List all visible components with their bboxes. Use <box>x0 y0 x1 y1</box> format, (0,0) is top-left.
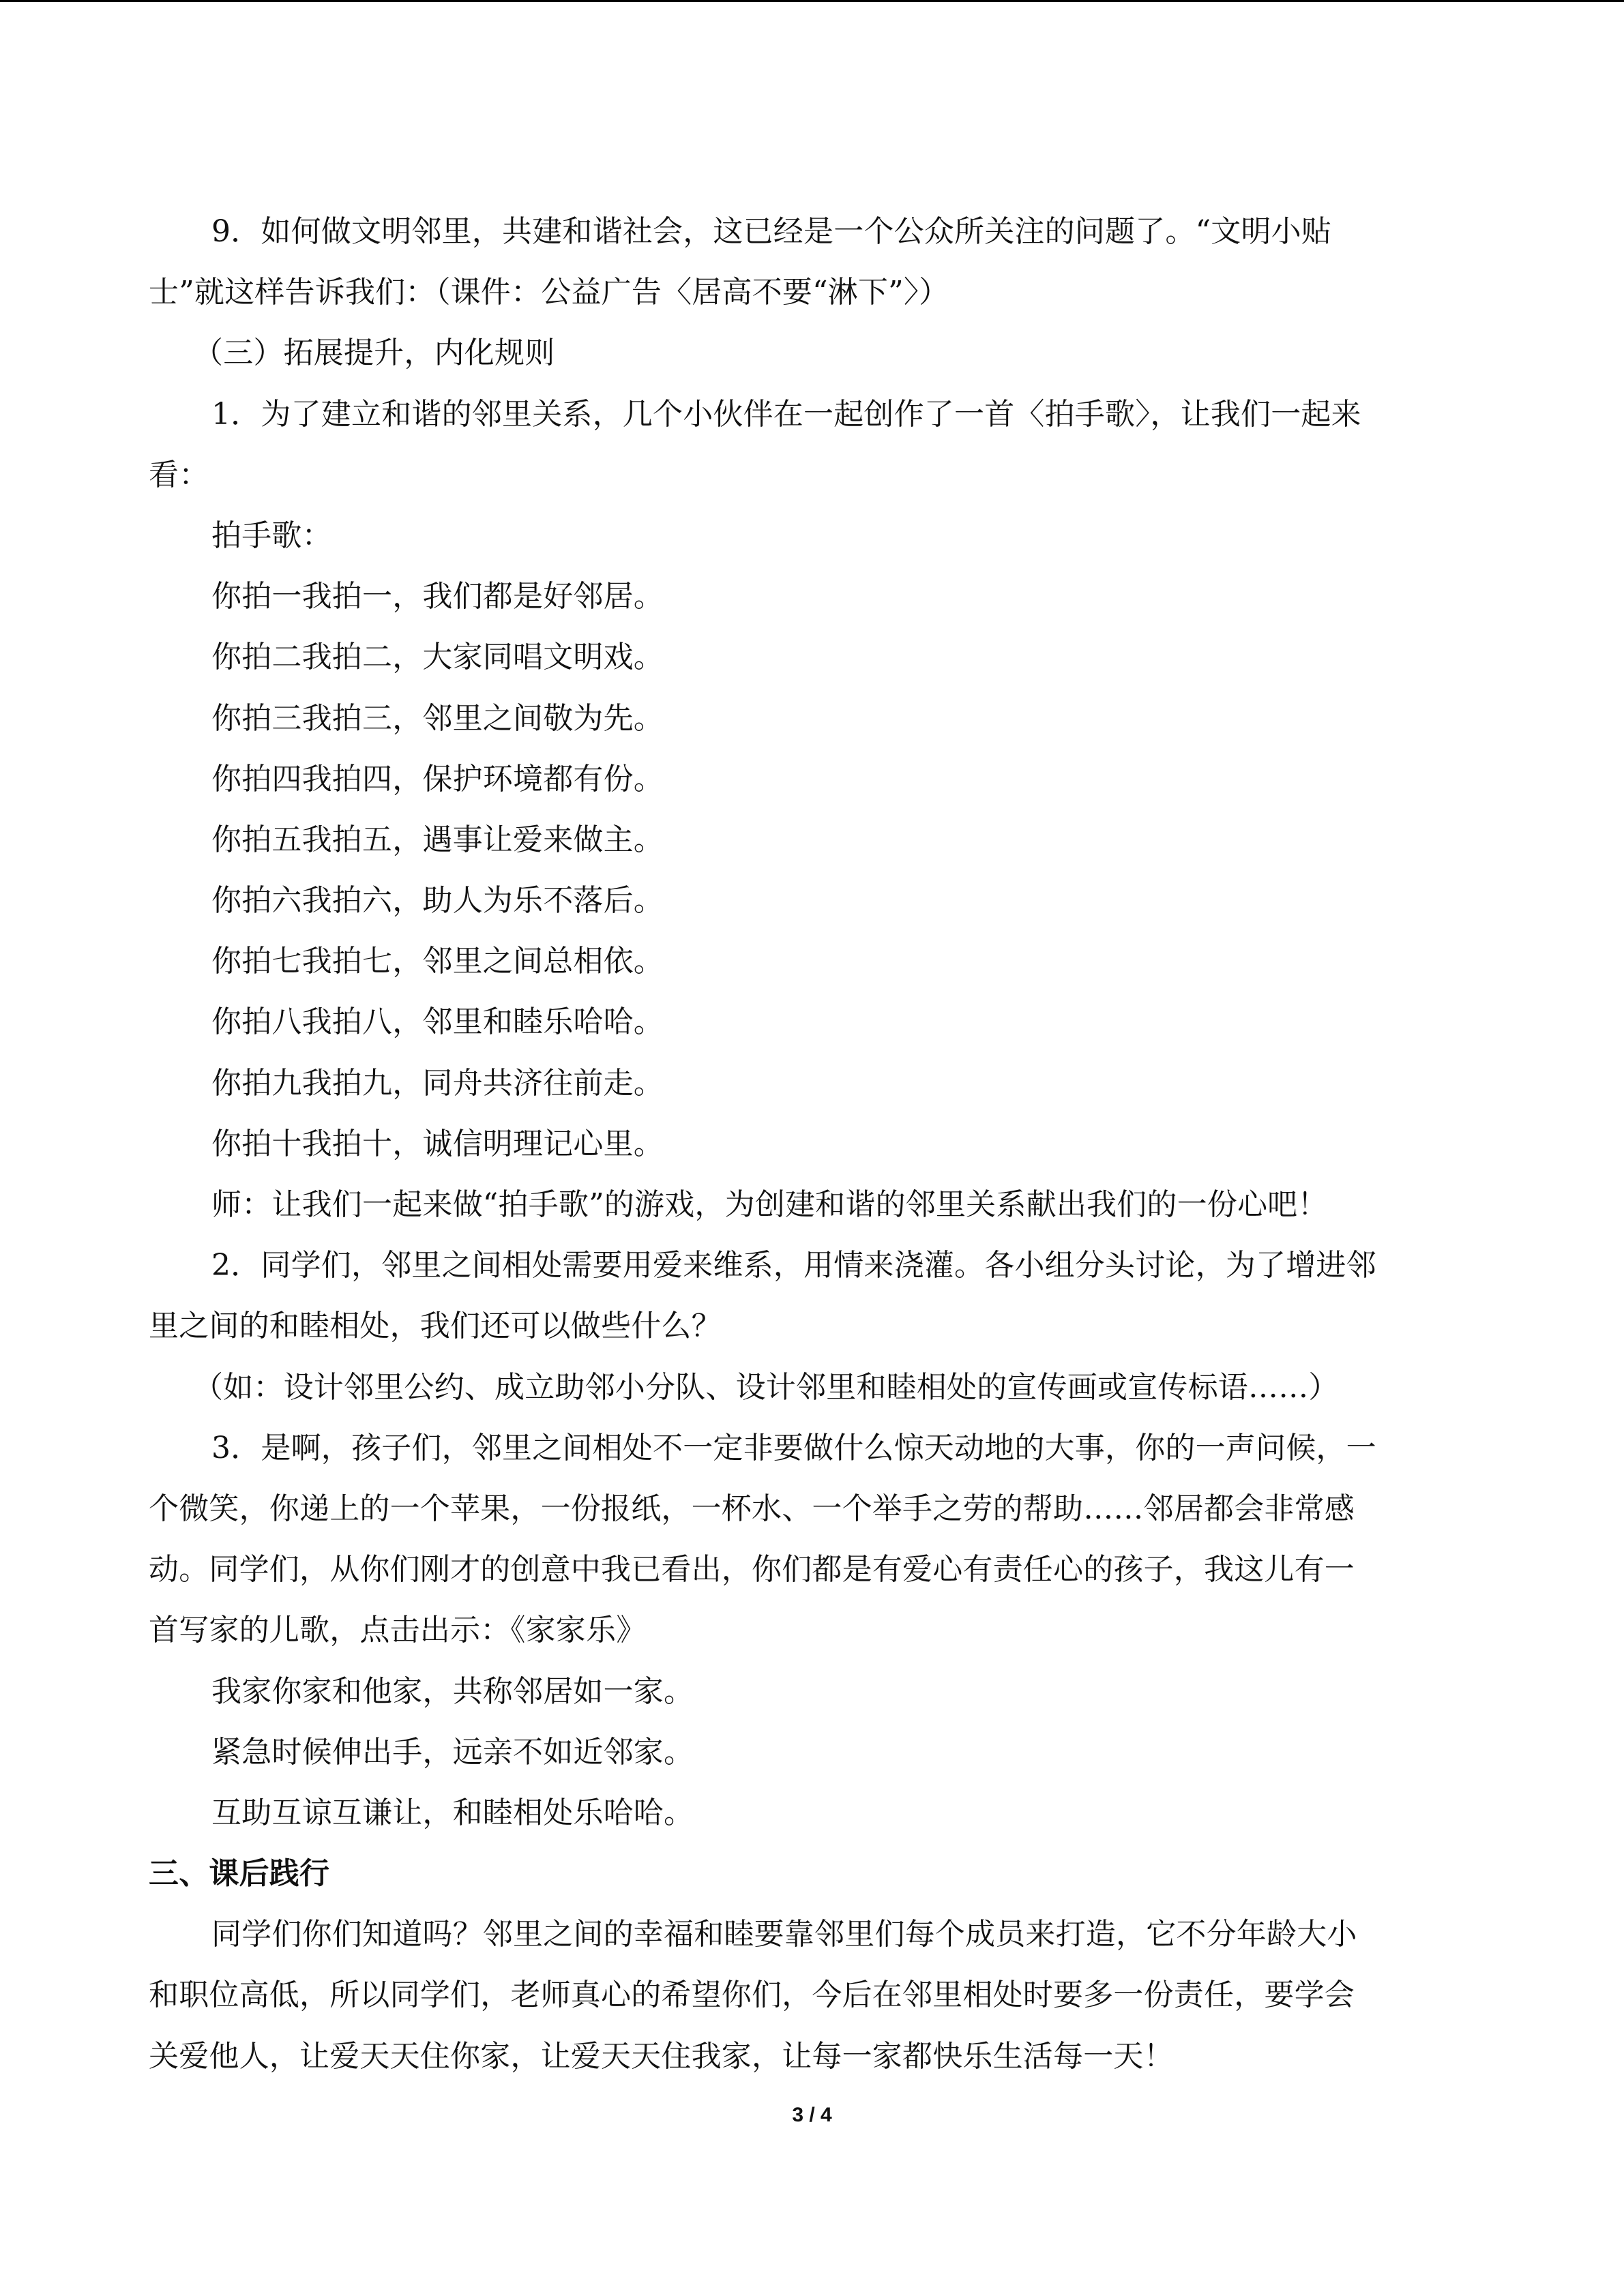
final-paragraph-line-1: 同学们你们知道吗？邻里之间的幸福和睦要靠邻里们每个成员来打造，它不分年龄大小 <box>211 1917 1357 1952</box>
poem-line-2: 紧急时候伸出手，远亲不如近邻家。 <box>211 1734 694 1770</box>
paragraph-3-line-4: 首写家的儿歌，点击出示：《家家乐》 <box>149 1613 647 1648</box>
final-paragraph-line-2: 和职位高低，所以同学们，老师真心的希望你们，今后在邻里相处时要多一份责任，要学会 <box>149 1978 1355 2013</box>
song-line-7: 你拍七我拍七，邻里之间总相依。 <box>211 944 664 979</box>
section-three-title: （三）拓展提升，内化规则 <box>193 336 555 371</box>
page-number: 3 / 4 <box>792 2104 832 2126</box>
song-line-4: 你拍四我拍四，保护环境都有份。 <box>211 761 664 796</box>
paragraph-2-line-2: 里之间的和睦相处，我们还可以做些什么？ <box>149 1309 722 1344</box>
paragraph-9-line-1: 9．如何做文明邻里，共建和谐社会，这已经是一个公众所关注的问题了。“文明小贴 <box>211 214 1332 249</box>
paragraph-9-line-2: 士”就这样告诉我们：（课件：公益广告〈居高不要“淋下”〉） <box>149 275 949 310</box>
teacher-line: 师：让我们一起来做“拍手歌”的游戏，为创建和谐的邻里关系献出我们的一份心吧！ <box>211 1187 1328 1222</box>
song-line-6: 你拍六我拍六，助人为乐不落后。 <box>211 883 664 919</box>
song-line-1: 你拍一我拍一，我们都是好邻居。 <box>211 579 664 614</box>
song-line-9: 你拍九我拍九，同舟共济往前走。 <box>211 1065 664 1101</box>
paragraph-3-line-3: 动。同学们，从你们刚才的创意中我已看出，你们都是有爱心有责任心的孩子，我这儿有一 <box>149 1552 1355 1587</box>
paragraph-3-line-1: 3．是啊，孩子们，邻里之间相处不一定非要做什么惊天动地的大事，你的一声问候，一 <box>211 1430 1376 1465</box>
paragraph-1-line-2: 看： <box>149 457 209 492</box>
section-heading-practice: 三、课后践行 <box>149 1856 330 1892</box>
poem-line-3: 互助互谅互谦让，和睦相处乐哈哈。 <box>211 1795 694 1830</box>
paragraph-3-line-2: 个微笑，你递上的一个苹果，一份报纸，一杯水、一个举手之劳的帮助……邻居都会非常感 <box>149 1491 1355 1526</box>
example-line: （如：设计邻里公约、成立助邻小分队、设计邻里和睦相处的宣传画或宣传标语……） <box>193 1369 1339 1405</box>
paragraph-1-line-1: 1．为了建立和谐的邻里关系，几个小伙伴在一起创作了一首〈拍手歌〉，让我们一起来 <box>211 396 1361 432</box>
page-body <box>149 201 1472 2087</box>
song-title: 拍手歌： <box>211 518 332 553</box>
final-paragraph-line-3: 关爱他人，让爱天天住你家，让爱天天住我家，让每一家都快乐生活每一天！ <box>149 2038 1174 2074</box>
song-line-3: 你拍三我拍三，邻里之间敬为先。 <box>211 700 664 736</box>
song-line-5: 你拍五我拍五，遇事让爱来做主。 <box>211 822 664 857</box>
song-line-8: 你拍八我拍八，邻里和睦乐哈哈。 <box>211 1004 664 1040</box>
paragraph-2-line-1: 2．同学们，邻里之间相处需要用爱来维系，用情来浇灌。各小组分头讨论，为了增进邻 <box>211 1248 1376 1283</box>
song-line-2: 你拍二我拍二，大家同唱文明戏。 <box>211 640 664 675</box>
song-line-10: 你拍十我拍十，诚信明理记心里。 <box>211 1126 664 1161</box>
poem-line-1: 我家你家和他家，共称邻居如一家。 <box>211 1673 694 1709</box>
